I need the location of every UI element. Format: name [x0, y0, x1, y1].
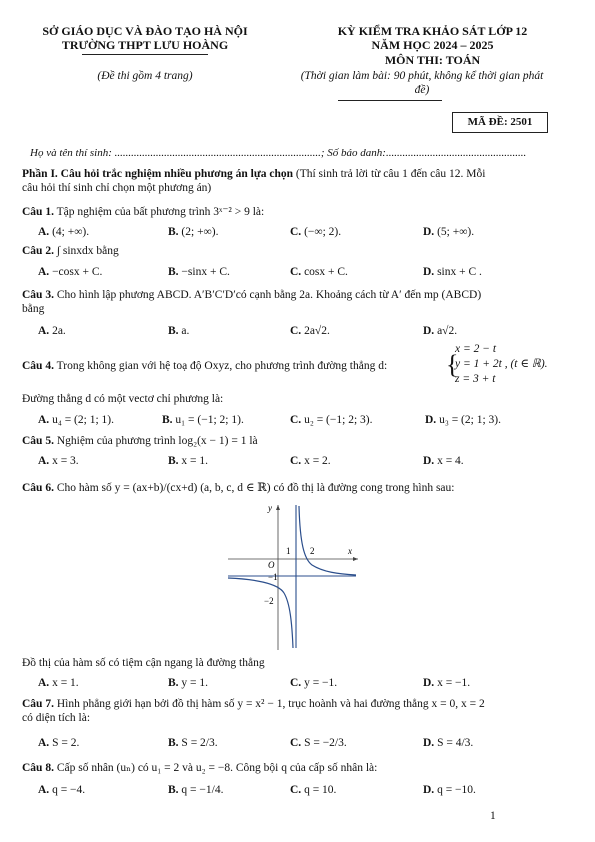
question-label: Câu 8.: [22, 762, 54, 774]
question-label: Câu 4.: [22, 360, 54, 372]
option-d[interactable]: D. sinx + C .: [423, 266, 482, 278]
option-a[interactable]: A. x = 1.: [38, 677, 79, 689]
page-number: 1: [490, 810, 496, 822]
question-text: ∫ sinxdx bằng: [53, 245, 119, 257]
option-c[interactable]: C. cosx + C.: [290, 266, 348, 278]
page-count-note: (Đề thi gồm 4 trang): [97, 70, 193, 82]
options-q6: [38, 677, 568, 693]
y-axis-label: y: [268, 503, 272, 513]
section-desc-2: câu hỏi thí sinh chỉ chọn một phương án): [22, 182, 212, 194]
school-underline: [82, 54, 208, 55]
question-6: [22, 480, 573, 494]
question-label: Câu 1.: [22, 206, 54, 218]
question-label: Câu 3.: [22, 289, 54, 301]
option-b[interactable]: B. q = −1/4.: [168, 784, 224, 796]
option-c[interactable]: C. u₂ = (−1; 2; 3).: [290, 414, 373, 426]
option-d[interactable]: D. x = −1.: [423, 677, 471, 689]
question-text-cont: có diện tích là:: [22, 712, 91, 724]
option-d[interactable]: D. q = −10.: [423, 784, 476, 796]
option-a[interactable]: A. u₄ = (2; 1; 1).: [38, 414, 114, 426]
option-c[interactable]: C. 2a√2.: [290, 325, 330, 337]
exam-code: MÃ ĐỀ: 2501: [467, 116, 533, 128]
option-b[interactable]: B. −sinx + C.: [168, 266, 230, 278]
system-row: z = 3 + t: [455, 373, 496, 385]
option-d[interactable]: D. u₃ = (2; 1; 3).: [425, 414, 501, 426]
question-7: [22, 697, 573, 725]
question-text: Cấp số nhân (uₙ) có u₁ = 2 và u₂ = −8. Công bội q của cấp số nhân là:: [53, 762, 378, 774]
subject-title: MÔN THI: TOÁN: [384, 53, 481, 67]
section-desc: (Thí sinh trả lời từ câu 1 đến câu 12. Mỗi: [293, 168, 486, 180]
option-d[interactable]: D. (5; +∞).: [423, 226, 475, 238]
option-b[interactable]: B. S = 2/3.: [168, 737, 218, 749]
student-info-line: Họ và tên thí sinh: ...........................................................................; Số báo danh:...................................................: [30, 147, 527, 159]
option-b[interactable]: B. a.: [168, 325, 190, 337]
option-a[interactable]: A. −cosx + C.: [38, 266, 103, 278]
option-c[interactable]: C. x = 2.: [290, 455, 331, 467]
option-b[interactable]: B. (2; +∞).: [168, 226, 219, 238]
options-q2: [38, 266, 568, 282]
option-a[interactable]: A. S = 2.: [38, 737, 80, 749]
question-8: [22, 760, 573, 774]
option-c[interactable]: C. y = −1.: [290, 677, 338, 689]
question-1: [22, 204, 573, 218]
x-axis-arrow: [353, 557, 358, 561]
x-tick-1: 1: [286, 546, 291, 556]
x-tick-2: 2: [310, 546, 315, 556]
option-a[interactable]: A. 2a.: [38, 325, 66, 337]
y-tick-minus-1: −1: [268, 572, 278, 582]
options-q5: [38, 455, 568, 471]
school-name: TRƯỜNG THPT LƯU HOÀNG: [61, 38, 229, 52]
function-graph: [228, 503, 360, 650]
question-3: [22, 288, 573, 316]
section-intro: [22, 167, 573, 195]
question-text: Hình phẳng giới hạn bởi đồ thị hàm số y = x² − 1, trục hoành và hai đường thẳng x = 0, x = 2: [53, 698, 485, 710]
question-2: [22, 245, 573, 257]
section-title: Phần I. Câu hỏi trắc nghiệm nhiều phương án lựa chọn: [22, 168, 293, 180]
option-d[interactable]: D. a√2.: [423, 325, 458, 337]
exam-code-box: [452, 112, 548, 133]
question-6-cont: Đồ thị của hàm số có tiệm cận ngang là đường thẳng: [22, 657, 265, 669]
options-q8: [38, 784, 568, 800]
question-label: Câu 7.: [22, 698, 54, 710]
question-label: Câu 6.: [22, 482, 54, 494]
line-system: [455, 342, 548, 387]
curve-right-branch: [299, 506, 356, 575]
dept-name: SỞ GIÁO DỤC VÀ ĐÀO TẠO HÀ NỘI: [42, 24, 248, 38]
y-tick-minus-2: −2: [264, 596, 274, 606]
option-c[interactable]: C. (−∞; 2).: [290, 226, 342, 238]
question-label: Câu 2.: [22, 245, 54, 257]
question-text: Trong không gian với hệ toạ độ Oxyz, cho phương trình đường thẳng d:: [53, 360, 388, 372]
time-note: (Thời gian làm bài: 90 phút, không kể thời gian phát: [300, 70, 544, 82]
option-c[interactable]: C. q = 10.: [290, 784, 337, 796]
time-underline: [338, 100, 442, 101]
option-d[interactable]: D. x = 4.: [423, 455, 464, 467]
question-text: Cho hàm số y = (ax+b)/(cx+d) (a, b, c, d ∈ ℝ) có đồ thị là đường cong trong hình sau:: [53, 482, 455, 494]
options-q3: [38, 325, 568, 341]
question-4-cont: Đường thẳng d có một vectơ chỉ phương là:: [22, 393, 224, 405]
options-q4: [38, 414, 568, 430]
origin-label: O: [268, 560, 275, 570]
options-q1: [38, 226, 568, 242]
option-d[interactable]: D. S = 4/3.: [423, 737, 474, 749]
system-row: y = 1 + 2t , (t ∈ ℝ).: [455, 358, 548, 370]
y-axis-arrow: [276, 505, 280, 510]
question-text: Nghiệm của phương trình log₂(x − 1) = 1 là: [53, 435, 258, 447]
school-year: NĂM HỌC 2024 – 2025: [371, 38, 494, 52]
question-text-cont: bằng: [22, 303, 45, 315]
question-4: [22, 360, 387, 372]
exam-title: KỲ KIỂM TRA KHẢO SÁT LỚP 12: [337, 24, 528, 38]
system-row: x = 2 − t: [455, 343, 497, 355]
option-a[interactable]: A. x = 3.: [38, 455, 79, 467]
option-b[interactable]: B. y = 1.: [168, 677, 209, 689]
time-note-cont: đề): [414, 84, 430, 96]
x-axis-label: x: [348, 546, 352, 556]
curve-left-branch: [228, 578, 293, 648]
option-b[interactable]: B. x = 1.: [168, 455, 209, 467]
brace-symbol: {: [446, 350, 459, 379]
option-b[interactable]: B. u₁ = (−1; 2; 1).: [162, 414, 244, 426]
question-label: Câu 5.: [22, 435, 54, 447]
question-text: Cho hình lập phương ABCD. A′B′C′D′có cạnh bằng 2a. Khoảng cách từ A′ đến mp (ABCD): [53, 289, 482, 301]
option-a[interactable]: A. (4; +∞).: [38, 226, 90, 238]
option-a[interactable]: A. q = −4.: [38, 784, 86, 796]
question-text: Tập nghiệm của bất phương trình 3ˣ⁻² > 9 là:: [53, 206, 265, 218]
option-c[interactable]: C. S = −2/3.: [290, 737, 347, 749]
options-q7: [38, 737, 568, 753]
question-5: [22, 435, 573, 447]
